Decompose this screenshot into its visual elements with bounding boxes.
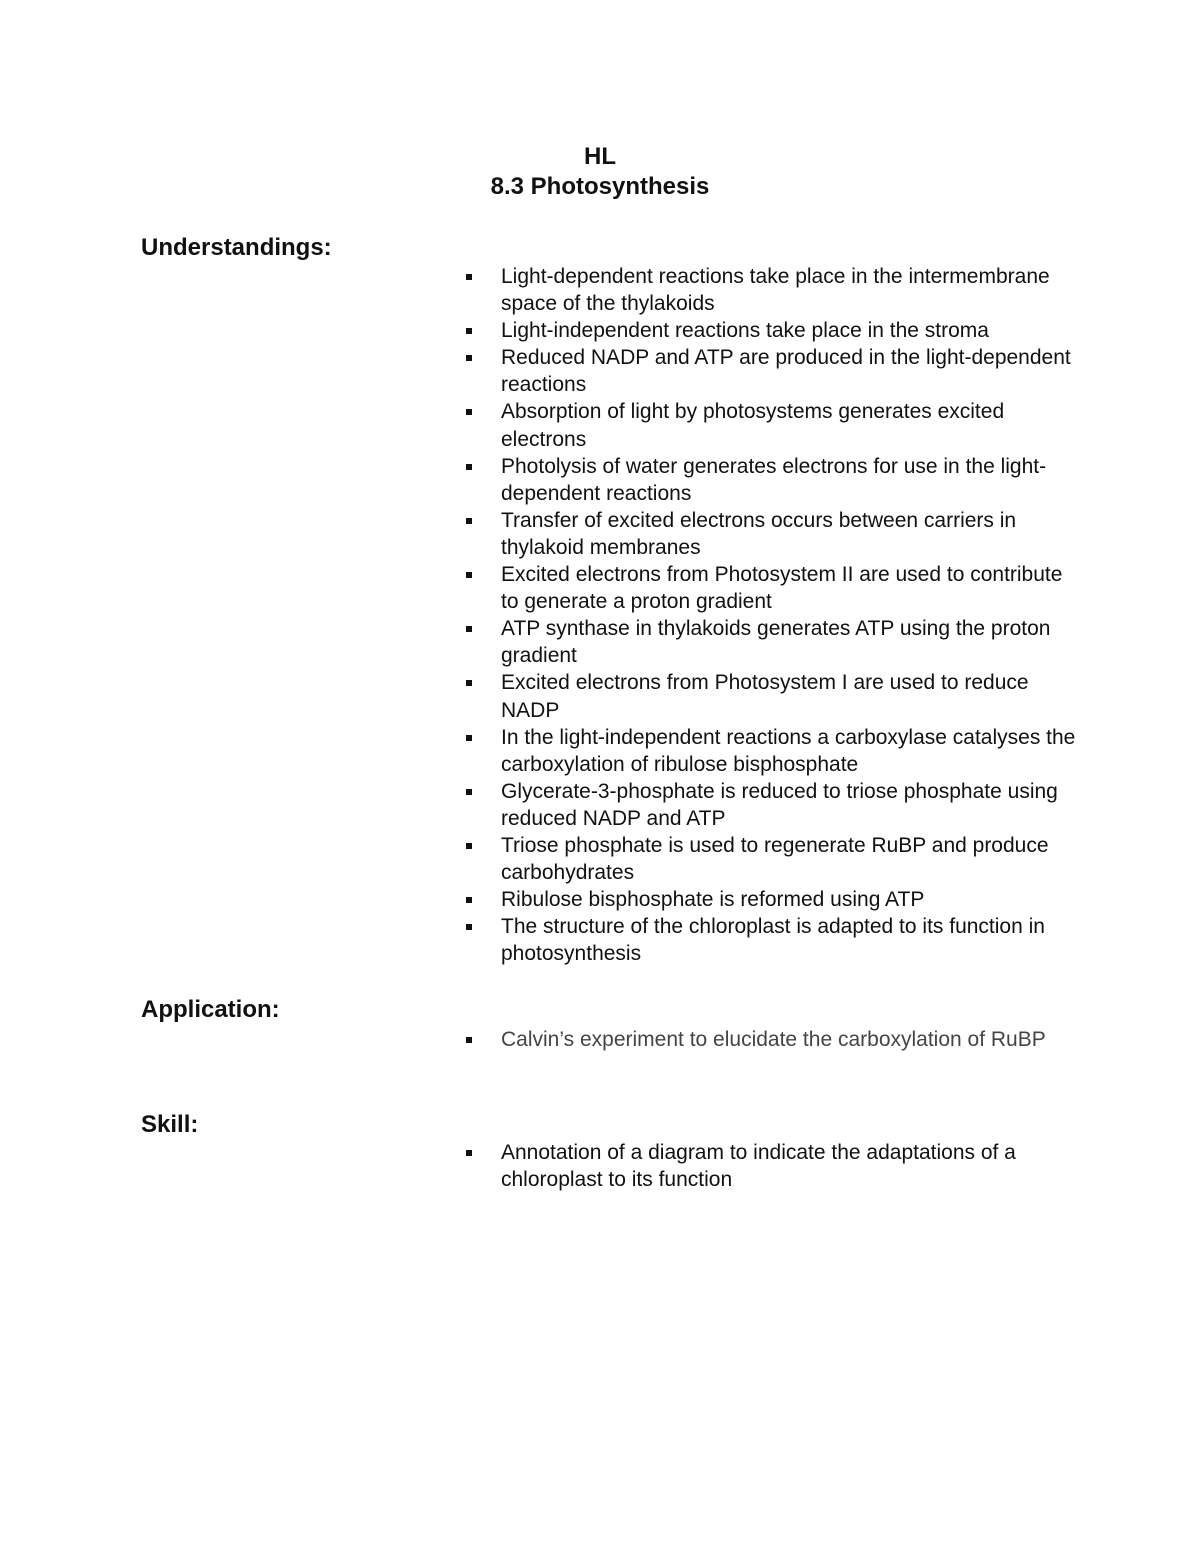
list-item-text: Excited electrons from Photosystem I are used to reduce NADP xyxy=(501,671,1029,722)
list-item-text: Calvin’s experiment to elucidate the carboxylation of RuBP xyxy=(501,1028,1046,1051)
bullet-icon xyxy=(466,626,472,632)
list-item-text: Annotation of a diagram to indicate the adaptations of a chloroplast to its function xyxy=(501,1141,1016,1192)
bullet-icon xyxy=(466,518,472,524)
list-item xyxy=(464,724,1084,778)
list-item xyxy=(464,886,1084,913)
bullet-icon xyxy=(466,355,472,361)
list-item xyxy=(464,398,1084,452)
topic-title: 8.3 Photosynthesis xyxy=(490,173,710,200)
bullet-icon xyxy=(466,680,472,686)
bullet-icon xyxy=(466,274,472,280)
list-item xyxy=(464,453,1084,507)
list-item xyxy=(464,778,1084,832)
list-item xyxy=(464,1026,1084,1053)
bullet-icon xyxy=(466,789,472,795)
bullet-icon xyxy=(466,843,472,849)
list-item xyxy=(464,344,1084,398)
list-item xyxy=(464,913,1084,967)
list-item-text: Glycerate-3-phosphate is reduced to triose phosphate using reduced NADP and ATP xyxy=(501,779,1058,830)
list-item xyxy=(464,263,1084,317)
list-item xyxy=(464,507,1084,561)
list-item xyxy=(464,832,1084,886)
list-item-text: ATP synthase in thylakoids generates ATP using the proton gradient xyxy=(501,617,1051,668)
bullet-icon xyxy=(466,328,472,334)
list-item-text: Ribulose bisphosphate is reformed using ATP xyxy=(501,888,925,912)
bullet-icon xyxy=(466,464,472,470)
list-item-text: Absorption of light by photosystems generates excited electrons xyxy=(501,400,1005,451)
level-title: HL xyxy=(584,143,616,170)
understandings-heading: Understandings: xyxy=(141,234,332,261)
list-item-text: Excited electrons from Photosystem II are used to contribute to generate a proton gradient xyxy=(501,563,1063,614)
list-item-text: Transfer of excited electrons occurs between carriers in thylakoid membranes xyxy=(501,508,1017,559)
list-item-text: Reduced NADP and ATP are produced in the light-dependent reactions xyxy=(501,346,1071,397)
list-item xyxy=(464,669,1084,723)
bullet-icon xyxy=(466,1150,472,1156)
bullet-icon xyxy=(466,735,472,741)
understandings-list xyxy=(464,263,1084,967)
bullet-icon xyxy=(466,572,472,578)
list-item xyxy=(464,317,1084,344)
list-item xyxy=(464,561,1084,615)
bullet-icon xyxy=(466,924,472,930)
skill-heading: Skill: xyxy=(141,1111,199,1138)
list-item-text: Light-dependent reactions take place in the intermembrane space of the thylakoids xyxy=(501,265,1050,316)
list-item-text: Light-independent reactions take place in the stroma xyxy=(501,319,989,343)
application-list xyxy=(464,1026,1084,1053)
bullet-icon xyxy=(466,897,472,903)
list-item-text: The structure of the chloroplast is adapted to its function in photosynthesis xyxy=(501,915,1045,966)
list-item-text: Photolysis of water generates electrons for use in the light-dependent reactions xyxy=(501,454,1047,505)
bullet-icon xyxy=(466,1037,472,1043)
list-item xyxy=(464,615,1084,669)
skill-list xyxy=(464,1139,1084,1193)
list-item-text: In the light-independent reactions a carboxylase catalyses the carboxylation of ribulose bisphosphate xyxy=(501,725,1076,776)
list-item xyxy=(464,1139,1084,1193)
application-heading: Application: xyxy=(141,996,280,1023)
bullet-icon xyxy=(466,409,472,415)
list-item-text: Triose phosphate is used to regenerate RuBP and produce carbohydrates xyxy=(501,833,1049,885)
